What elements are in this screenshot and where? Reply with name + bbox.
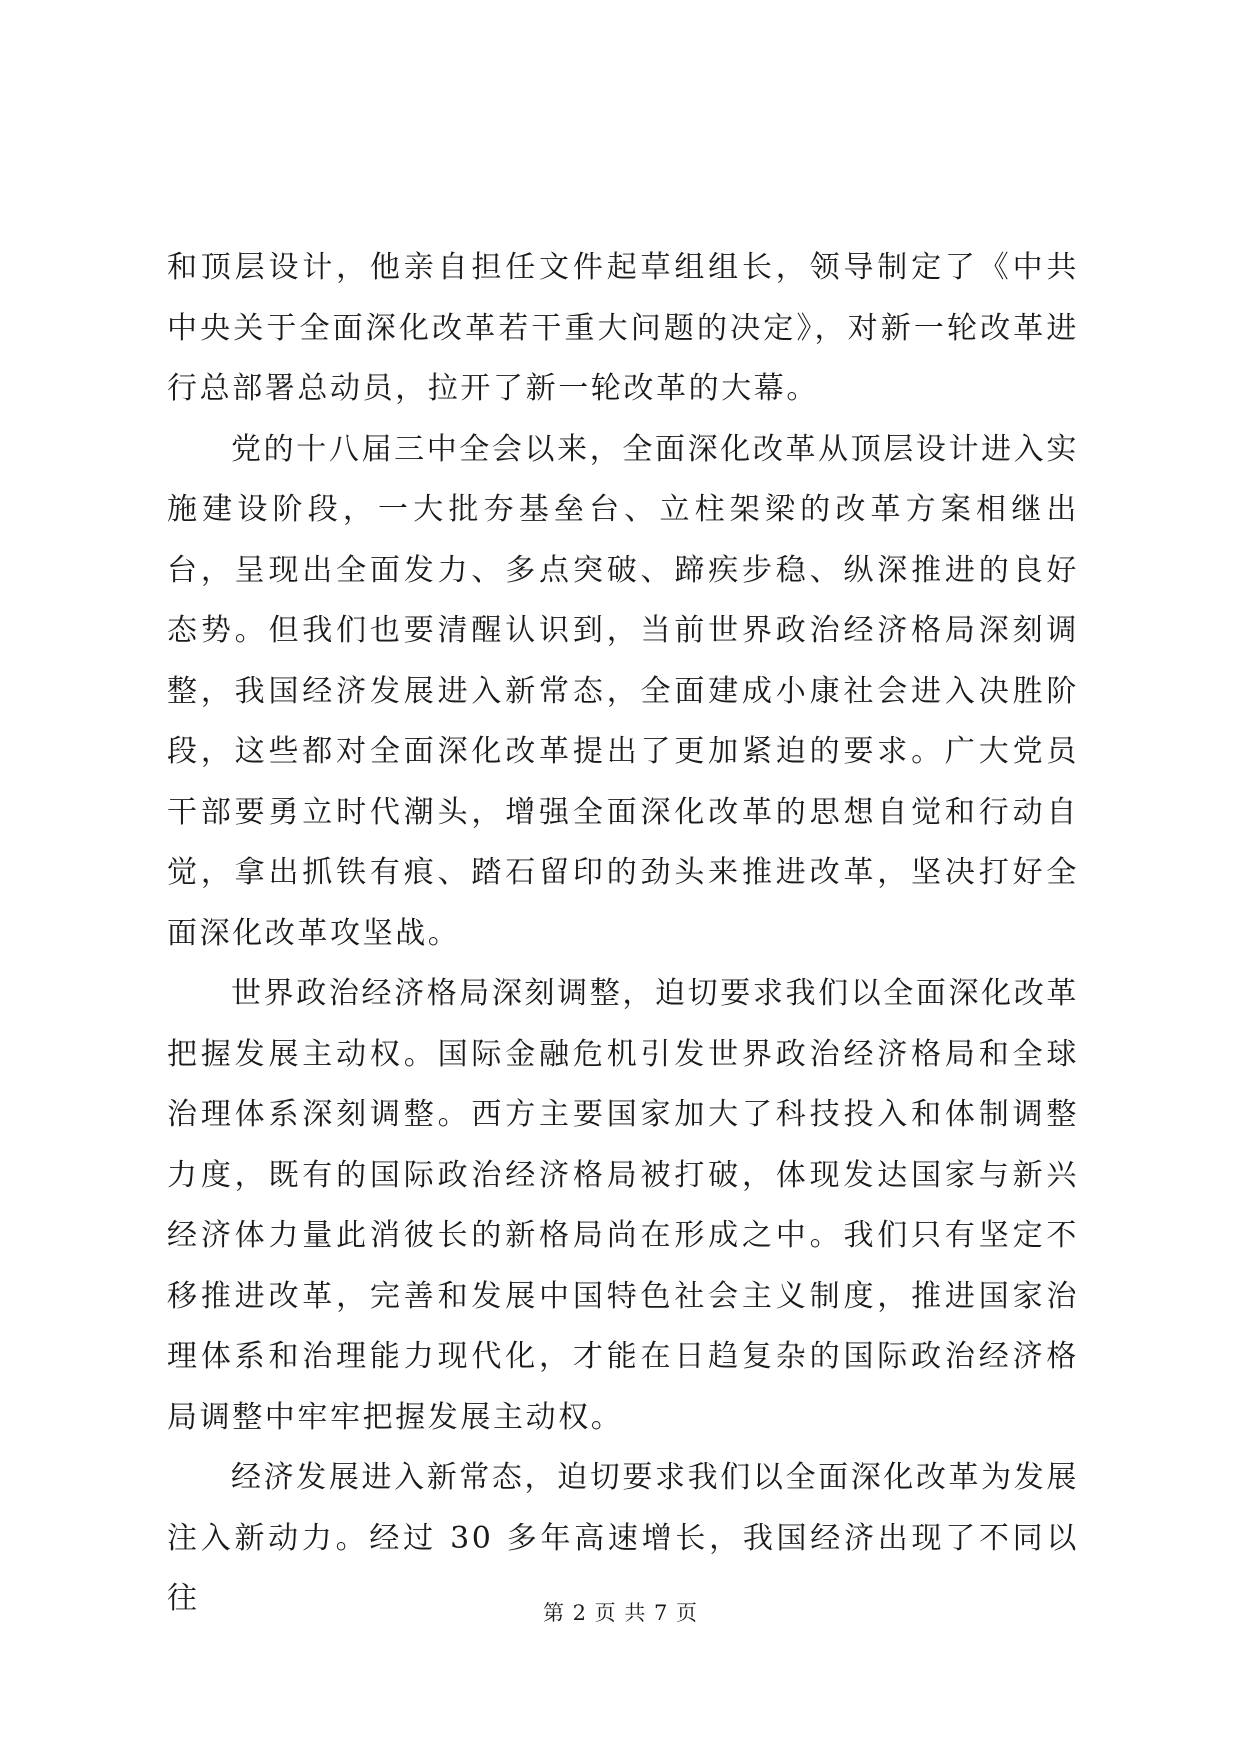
paragraph-1: 和顶层设计，他亲自担任文件起草组组长，领导制定了《中共中央关于全面深化改革若干重大问题的决定》，对新一轮改革进行总部署总动员，拉开了新一轮改革的大幕。 bbox=[167, 250, 1079, 406]
paragraph-2: 党的十八届三中全会以来，全面深化改革从顶层设计进入实施建设阶段，一大批夯基垒台、立柱架梁的改革方案相继出台，呈现出全面发力、多点突破、蹄疾步稳、纵深推进的良好态势。但我们也要清醒认识到，当前世界政治经济格局深刻调整，我国经济发展进入新常态，全面建成小康社会进入决胜阶段，这些都对全面深化改革提出了更加紧迫的要求。广大党员干部要勇立时代潮头，增强全面深化改革的思想自觉和行动自觉，拿出抓铁有痕、踏石留印的劲头来推进改革，坚决打好全面深化改革攻坚战。 bbox=[167, 431, 1079, 951]
paragraph-4: 经济发展进入新常态，迫切要求我们以全面深化改革为发展注入新动力。经过 30 多年高速增长，我国经济出现了不同以往 bbox=[167, 1460, 1079, 1616]
paragraph-3: 世界政治经济格局深刻调整，迫切要求我们以全面深化改革把握发展主动权。国际金融危机引发世界政治经济格局和全球治理体系深刻调整。西方主要国家加大了科技投入和体制调整力度，既有的国际政治经济格局被打破，体现发达国家与新兴经济体力量此消彼长的新格局尚在形成之中。我们只有坚定不移推进改革，完善和发展中国特色社会主义制度，推进国家治理体系和治理能力现代化，才能在日趋复杂的国际政治经济格局调整中牢牢把握发展主动权。 bbox=[167, 976, 1079, 1435]
document-body bbox=[167, 238, 1079, 1630]
page-number-footer: 第 2 页 共 7 页 bbox=[542, 1601, 699, 1625]
